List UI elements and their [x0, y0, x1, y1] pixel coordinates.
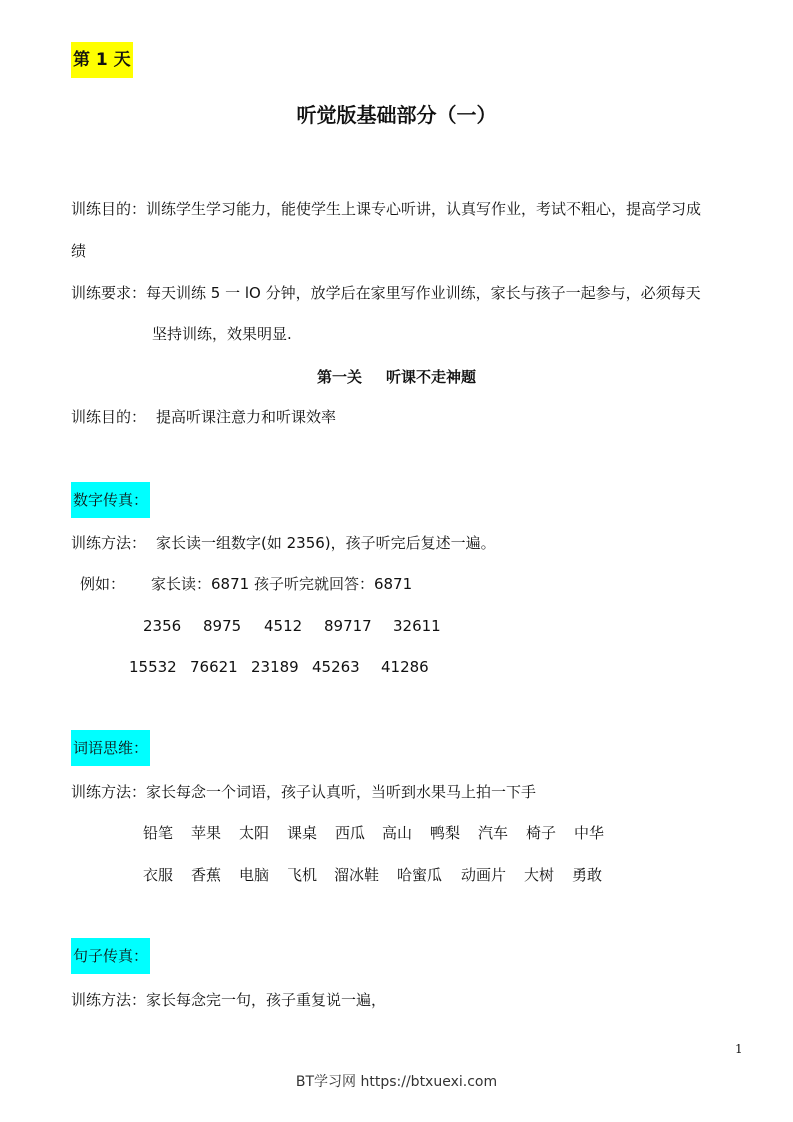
word-item: 电脑: [239, 866, 270, 884]
level-goal-text: 提高听课注意力和听课效率: [156, 408, 337, 426]
word-item: 汽车: [478, 824, 509, 842]
word-item: 苹果: [191, 824, 222, 842]
word-item: 课桌: [287, 824, 318, 842]
sentences-section-heading: 句子传真：: [71, 938, 150, 974]
digits-method-label: 训练方法：: [71, 534, 147, 552]
level-number: 第一关: [316, 368, 362, 386]
word-item: 勇敢: [572, 866, 603, 884]
training-requirement-line1: [71, 283, 701, 303]
digits-example-label: 例如：: [80, 575, 126, 593]
digit-item: 41286: [381, 658, 429, 676]
sentences-method: [71, 990, 386, 1010]
word-item: 中华: [574, 824, 605, 842]
page-number: 1: [735, 1042, 743, 1056]
digit-item: 89717: [324, 617, 372, 635]
word-item: 鸭梨: [430, 824, 461, 842]
digits-example: [80, 574, 412, 594]
sentences-method-label: 训练方法：: [71, 991, 147, 1009]
word-item: 飞机: [287, 866, 318, 884]
digit-item: 23189: [251, 658, 299, 676]
day-label: 第 1 天: [71, 42, 133, 78]
word-item: 溜冰鞋: [334, 866, 380, 884]
words-method-text: 家长每念一个词语，孩子认真听，当听到水果马上拍一下手: [146, 783, 537, 801]
digits-row-1: [143, 616, 441, 636]
digits-section-heading: 数字传真：: [71, 482, 150, 518]
word-item: 太阳: [239, 824, 270, 842]
word-item: 衣服: [143, 866, 174, 884]
words-row-1: [143, 823, 604, 843]
digits-example-text: 家长读：6871 孩子听完就回答：6871: [151, 575, 413, 593]
digit-item: 76621: [190, 658, 238, 676]
word-item: 大树: [524, 866, 555, 884]
digit-item: 45263: [312, 658, 360, 676]
digits-method-text: 家长读一组数字(如 2356)，孩子听完后复述一遍。: [156, 534, 496, 552]
training-requirement-line2: 坚持训练，效果明显.: [152, 325, 292, 343]
words-method-label: 训练方法：: [71, 783, 147, 801]
document-title: 听觉版基础部分（一）: [296, 103, 497, 127]
digit-item: 32611: [393, 617, 441, 635]
training-goal-text: 训练学生学习能力，能使学生上课专心听讲，认真写作业，考试不粗心，提高学习成: [146, 200, 702, 218]
training-requirement-label: 训练要求：: [71, 284, 147, 302]
level-goal-label: 训练目的：: [71, 408, 147, 426]
word-item: 椅子: [526, 824, 557, 842]
word-item: 香蕉: [191, 866, 222, 884]
digits-row-2: [129, 657, 429, 677]
word-item: 哈蜜瓜: [397, 866, 443, 884]
word-item: 高山: [382, 824, 413, 842]
word-item: 西瓜: [335, 824, 366, 842]
level-name: 听课不走神题: [386, 368, 477, 386]
level-goal: [71, 407, 336, 427]
digit-item: 2356: [143, 617, 182, 635]
word-item: 动画片: [461, 866, 507, 884]
level-heading: [0, 366, 793, 387]
training-goal-line1: [71, 199, 701, 219]
digit-item: 4512: [264, 617, 303, 635]
training-goal-line2: 绩: [71, 242, 87, 260]
digit-item: 8975: [203, 617, 242, 635]
digit-item: 15532: [129, 658, 177, 676]
sentences-method-text: 家长每念完一句，孩子重复说一遍，: [146, 991, 387, 1009]
digits-method: [71, 533, 496, 553]
training-goal-label: 训练目的：: [71, 200, 147, 218]
words-row-2: [143, 865, 602, 885]
footer-watermark: BT学习网 https://btxuexi.com: [295, 1074, 498, 1090]
words-section-heading: 词语思维：: [71, 730, 150, 766]
training-requirement-text: 每天训练 5 一 lO 分钟，放学后在家里写作业训练，家长与孩子一起参与，必须每天: [146, 284, 701, 302]
words-method: [71, 782, 536, 802]
word-item: 铅笔: [143, 824, 174, 842]
